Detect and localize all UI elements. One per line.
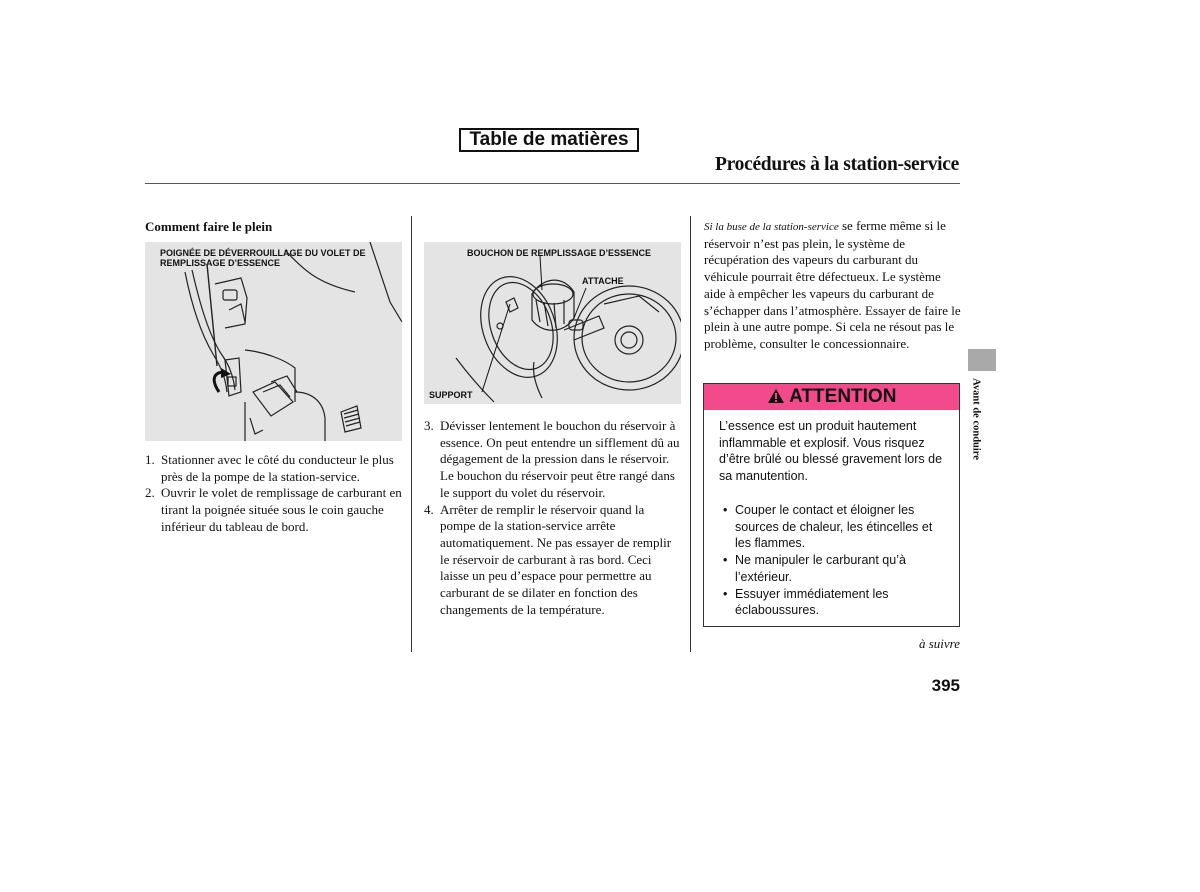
fuel-door-release-figure (145, 242, 402, 441)
attention-title: ATTENTION (704, 387, 959, 407)
chapter-side-tab (968, 349, 996, 371)
nozzle-note: Si la buse de la station-service se ferme même si le réservoir n’est pas plein, le système de récupération des vapeurs du carburant du véhicule pourrait être défectueux. Le système aide à empêcher les vapeurs du carburant de s’échapper dans l’atmosphère. Essayer de faire le plein à une autre pompe. Si cela ne résout pas le problème, consulter le concessionnaire. (704, 218, 961, 351)
step-item: 2. Ouvrir le volet de remplissage de carburant en tirant la poignée située sous le coin gauche inférieur du tableau de bord. (145, 485, 402, 534)
attention-bullets (722, 502, 947, 619)
step-item: 3. Dévisser lentement le bouchon du réservoir à essence. On peut entendre un sifflement dû au dégagement de la pression dans le réservoir. Le bouchon du réservoir peut être rangé dans le support du volet du réservoir. (424, 418, 680, 500)
step-item: 1. Stationner avec le côté du conducteur le plus près de la pompe de la station-service. (145, 452, 394, 484)
section-heading: Comment faire le plein (145, 219, 273, 234)
warning-triangle-icon (767, 388, 785, 404)
step-item: 4. Arrêter de remplir le réservoir quand la pompe de la station-service arrête automatiquement. Ne pas essayer de remplir le réservoir de carburant à ras bord. Ceci laisse un peu d’espace pour permettre au carburant de se dilater en fonction des changements de la température. (424, 501, 672, 617)
chapter-side-label: Avant de conduire (970, 378, 982, 460)
attention-intro: L’essence est un produit hautement inflammable et explosif. Vous risquez d’être brûlé ou blessé gravement lors de sa manutention. (719, 419, 943, 484)
attention-bullet: • Ne manipuler le carburant qu’à l’extérieur. (722, 552, 947, 585)
fuel-cap-illustration (424, 242, 681, 404)
table-of-contents-link[interactable]: Table de matières (459, 128, 639, 152)
column-divider-1 (411, 216, 412, 652)
steps-list-col1 (145, 452, 403, 536)
steps-list-col2 (424, 418, 681, 618)
fuel-cap-label: BOUCHON DE REMPLISSAGE D’ESSENCE (467, 248, 652, 258)
header-divider (145, 183, 960, 184)
page-number: 395 (931, 676, 960, 695)
column-divider-2 (690, 216, 691, 652)
tether-label: ATTACHE (582, 276, 624, 286)
attention-bullet: • Couper le contact et éloigner les sources de chaleur, les étincelles et les flammes. (722, 502, 947, 552)
fuel-cap-figure (424, 242, 681, 404)
continued-indicator: à suivre (918, 636, 960, 651)
fuel-door-release-illustration (145, 242, 402, 441)
attention-box (703, 383, 960, 627)
holder-label: SUPPORT (429, 390, 473, 400)
chapter-title: Procédures à la station-service (715, 154, 959, 175)
fuel-door-release-label: POIGNÉE DE DÉVERROUILLAGE DU VOLET DE REMPLISSAGE D’ESSENCE (160, 248, 366, 268)
attention-bullet: • Essuyer immédiatement les éclaboussures. (722, 586, 947, 619)
